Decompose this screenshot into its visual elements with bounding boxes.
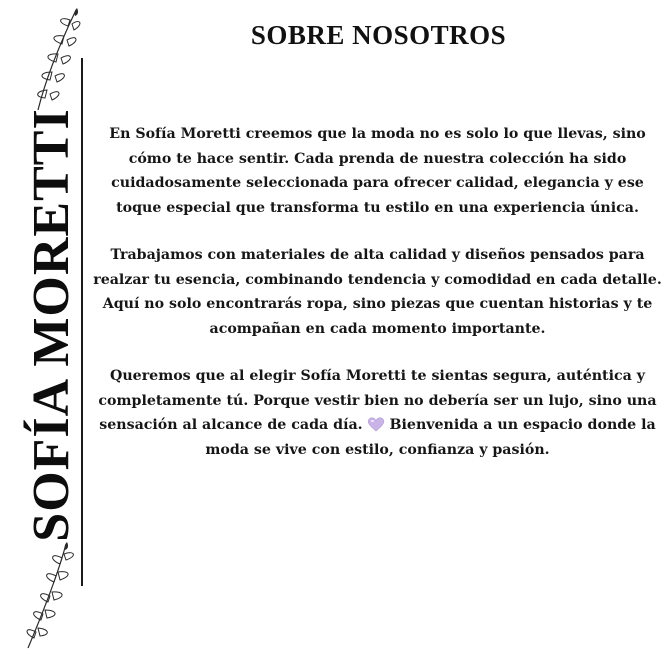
page-title: SOBRE NOSOTROS [250, 20, 507, 50]
paragraph-materials: Trabajamos con materiales de alta calidad y diseños pensados para realzar tu esencia, combinando tendencia y comodidad en cada detalle. Aquí no solo encontrarás ropa, sino piezas que cuentan historias y te acompañan en cada momento importante. [93, 247, 662, 337]
leaf-branch-icon [22, 540, 82, 652]
leaf-branch-icon [30, 6, 85, 114]
about-content [90, 122, 665, 485]
paragraph-closing-text: Queremos que al elegir Sofía Moretti te sientas segura, auténtica y completamente tú. Porque vestir bien no debería ser un lujo, sino una sensación al alcance de cada día. [98, 368, 657, 433]
paragraph-intro: En Sofía Moretti creemos que la moda no es solo lo que llevas, sino cómo te hace sentir. Cada prenda de nuestra colección ha sido cuidadosamente seleccionada para ofrecer calidad, elegancia y ese toque especial que transforma tu estilo en una experiencia única. [109, 126, 646, 216]
vertical-divider [81, 58, 83, 586]
paragraph-closing [90, 364, 665, 462]
brand-name: SOFÍA MORETTI [23, 108, 80, 542]
paragraph-welcome-text: Bienvenida a un espacio donde la moda se vive con estilo, confianza y pasión. [205, 417, 656, 458]
purple-heart-icon [367, 416, 385, 432]
